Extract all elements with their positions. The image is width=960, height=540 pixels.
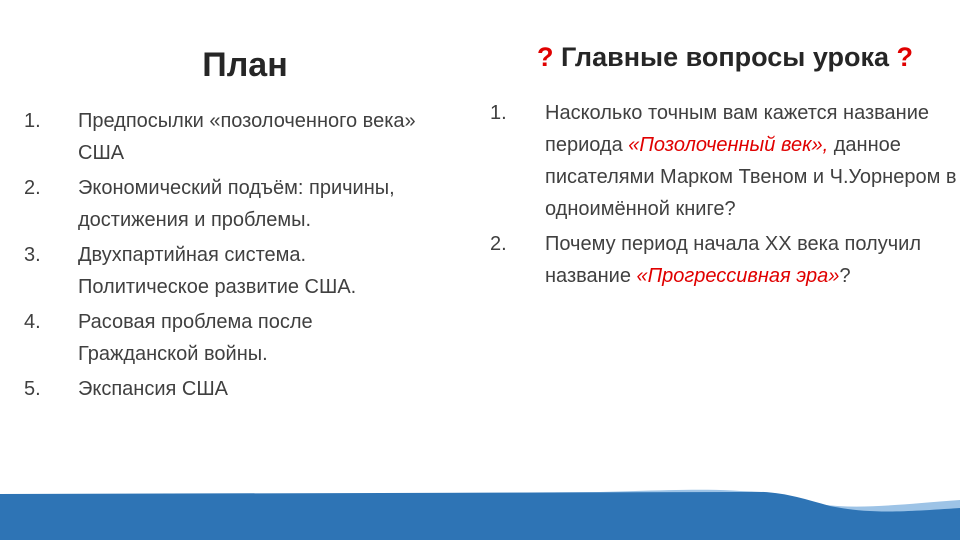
plan-item (24, 306, 408, 370)
questions-list (490, 97, 957, 295)
plan-title: План (202, 46, 288, 84)
wave-dark (0, 492, 960, 540)
plan-list (24, 105, 464, 408)
question-item (490, 97, 960, 225)
plan-item-text: Расовая проблема после Гражданской войны. (78, 311, 313, 365)
plan-item-number: 3. (24, 244, 41, 266)
questions-title-text: Главные вопросы урока (560, 42, 890, 72)
question-number: 2. (490, 233, 507, 255)
plan-item (24, 105, 438, 169)
question-text (545, 97, 960, 225)
plan-item (24, 373, 464, 405)
question-text-post: ? (839, 265, 851, 287)
question-item (490, 228, 930, 292)
question-text-pre: Насколько точным вам кажется название периода (545, 102, 930, 156)
plan-item-number: 5. (24, 378, 41, 400)
question-highlight: «Прогрессивная эра» (636, 265, 840, 287)
question-text (545, 228, 930, 292)
plan-item (24, 239, 418, 303)
plan-item-number: 4. (24, 311, 41, 333)
plan-item-text: Предпосылки «позолоченного века» США (78, 110, 416, 164)
question-mark-right: ? (896, 42, 914, 72)
question-text-post: данное писателями Марком Твеном и Ч.Уорнером в одноимённой книге? (545, 134, 957, 220)
plan-item-number: 1. (24, 110, 41, 132)
question-mark-left: ? (536, 42, 554, 72)
questions-title (495, 42, 955, 73)
plan-item-text: Экономический подъём: причины, достижения и проблемы. (78, 177, 395, 231)
decorative-wave-band (0, 478, 960, 540)
question-text-pre: Почему период начала ХХ века получил название (545, 233, 921, 287)
plan-item-number: 2. (24, 177, 41, 199)
question-highlight: «Позолоченный век», (628, 134, 829, 156)
question-number: 1. (490, 102, 507, 124)
plan-item-text: Двухпартийная система. Политическое развитие США. (78, 244, 357, 298)
plan-item (24, 172, 408, 236)
plan-item-text: Экспансия США (78, 378, 229, 400)
